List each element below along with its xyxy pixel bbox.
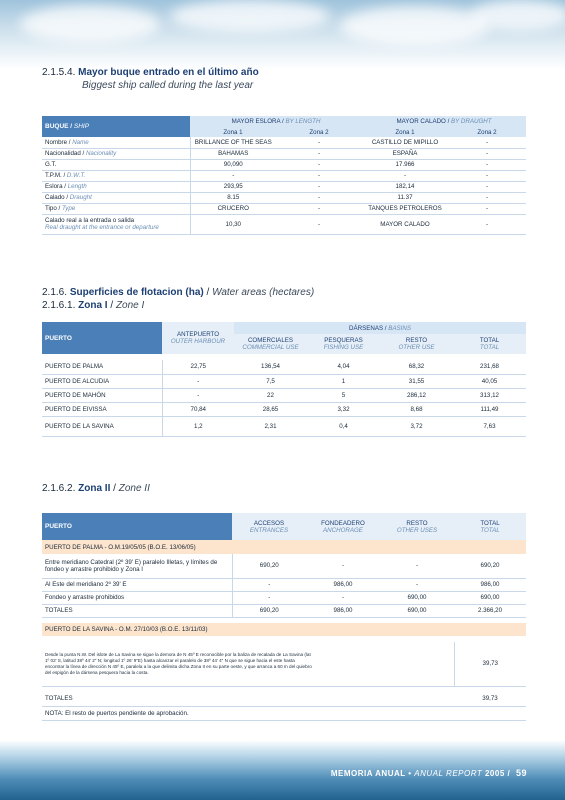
- table-row: TOTALES 39,73: [42, 692, 526, 706]
- cell: -: [190, 170, 276, 181]
- port-name: PUERTO DE ALCUDIA: [42, 374, 162, 388]
- cell: 8,68: [380, 402, 453, 416]
- row-label: Eslora / Length: [42, 181, 190, 192]
- cell: -: [380, 578, 454, 591]
- savina-description: Desde la punta N.W. Del islote de La Savina se sigue la demora de N 45º E reconocible por la baliza de recalada de La Savina (lat 1º 02' S, latitud 38º 44' 2" N; longitud 1º 26' 9"E) hasta alcanzar el paralelo de 38º 44' 4" N que se sigue hacia el este hasta encontrar la línea de dirección N 45º E, paralela a la que delimita dicha Zona II en su parte oeste, y que arranca a 60 m del quiebro del espigón de la dársena pesquera hacia la costa.: [42, 642, 454, 686]
- cell: -: [232, 591, 306, 604]
- cell: -: [276, 148, 362, 159]
- cell: 68,32: [380, 360, 453, 374]
- cell: 313,12: [453, 388, 526, 402]
- cell: -: [306, 591, 380, 604]
- cell: -: [448, 192, 526, 203]
- cell: -: [276, 214, 362, 234]
- palma-header: PUERTO DE PALMA - O.M.19/05/05 (B.O.E. 13/06/05): [45, 543, 196, 551]
- cell: 10,30: [190, 214, 276, 234]
- buque-header: BUQUE / SHIP: [42, 116, 190, 137]
- cell: 286,12: [380, 388, 453, 402]
- row-label: G.T.: [42, 159, 190, 170]
- table-row: [42, 148, 526, 159]
- cell: 4,04: [307, 360, 380, 374]
- cell: 40,05: [453, 374, 526, 388]
- table-row: [42, 203, 526, 214]
- cell: -: [448, 148, 526, 159]
- cell: 3,72: [380, 416, 453, 436]
- cell: -: [448, 159, 526, 170]
- cell: -: [276, 181, 362, 192]
- table-row: [42, 578, 526, 591]
- cell: 231,68: [453, 360, 526, 374]
- cell: 5: [307, 388, 380, 402]
- cell: MAYOR CALADO: [362, 214, 448, 234]
- darsenas-header: DÁRSENAS / BASINS: [234, 322, 526, 334]
- section-2162-heading: 2.1.6.2. Zona II / Zone II: [42, 483, 150, 494]
- note: NOTA: El resto de puertos pendiente de aprobación.: [42, 706, 526, 720]
- row-label: Tipo / Type: [42, 203, 190, 214]
- cell: 111,49: [453, 402, 526, 416]
- table-row: [42, 388, 526, 402]
- table-row: [42, 591, 526, 604]
- port-name: PUERTO DE EIVISSA: [42, 402, 162, 416]
- port-name: PUERTO DE MAHÓN: [42, 388, 162, 402]
- group-draught-header: MAYOR CALADO / BY DRAUGHT: [362, 116, 526, 127]
- column-header: COMERCIALES COMMERCIAL USE: [234, 334, 307, 354]
- row-label: Calado / Draught: [42, 192, 190, 203]
- cell: -: [448, 203, 526, 214]
- cell: 136,54: [234, 360, 307, 374]
- cell: TANQUES PETROLEROS: [362, 203, 448, 214]
- section-216-heading: 2.1.6. Superficies de flotacion (ha) / Water areas (hectares): [42, 287, 315, 298]
- table-row: [42, 214, 526, 234]
- cell: 8.15: [190, 192, 276, 203]
- table-row: [42, 402, 526, 416]
- cell: -: [232, 578, 306, 591]
- row-label: Entre meridiano Catedral (2º 39' E) paralelo Illetas, y límites de fondeo y arrastre prohibido y Zona I: [42, 554, 232, 578]
- table-row: [42, 642, 526, 686]
- table-row: [42, 170, 526, 181]
- group-length-header: MAYOR ESLORA / BY LENGTH: [190, 116, 362, 127]
- savina-value: 39,73: [454, 642, 526, 686]
- cell: BRILLANCE OF THE SEAS: [190, 137, 276, 148]
- cell: -: [276, 137, 362, 148]
- cell: 1,2: [162, 416, 234, 436]
- cell: -: [162, 374, 234, 388]
- cell: 1: [307, 374, 380, 388]
- cell: -: [276, 192, 362, 203]
- cell: 70,84: [162, 402, 234, 416]
- cell: -: [276, 203, 362, 214]
- cell: 690,00: [380, 591, 454, 604]
- row-label: Calado real a la entrada o salida Real draught at the entrance or departure: [42, 214, 190, 234]
- cell: -: [306, 554, 380, 578]
- row-label: T.P.M. / D.W.T.: [42, 170, 190, 181]
- cell: -: [448, 137, 526, 148]
- cell: 182,14: [362, 181, 448, 192]
- page-footer: MEMORIA ANUAL • ANUAL REPORT 2005 / 59: [330, 768, 527, 778]
- cell: 7,5: [234, 374, 307, 388]
- row-label: Fondeo y arrastre prohibidos: [42, 591, 232, 604]
- cell: 11.37: [362, 192, 448, 203]
- row-label: Nombre / Name: [42, 137, 190, 148]
- cell: -: [448, 170, 526, 181]
- zone2-table: [42, 513, 526, 721]
- table-row: [42, 181, 526, 192]
- cell: 2,31: [234, 416, 307, 436]
- cell: 22,75: [162, 360, 234, 374]
- column-header: ACCESOS ENTRANCES: [232, 513, 306, 540]
- cell: -: [380, 554, 454, 578]
- column-header: FONDEADERO ANCHORAGE: [306, 513, 380, 540]
- cell: 22: [234, 388, 307, 402]
- cell: CRUCERO: [190, 203, 276, 214]
- cell: 690,20: [232, 554, 306, 578]
- cell: 690,00: [454, 591, 526, 604]
- cell: BAHAMAS: [190, 148, 276, 159]
- section-title: Mayor buque entrado en el último año: [78, 67, 259, 78]
- column-header: RESTO OTHER USE: [380, 334, 453, 354]
- port-name: PUERTO DE LA SAVINA: [42, 416, 162, 436]
- section-number: 2.1.5.4.: [42, 67, 76, 78]
- cell: -: [448, 181, 526, 192]
- table-row: [42, 554, 526, 578]
- antepuerto-header: ANTEPUERTO OUTER HARBOUR: [162, 322, 234, 354]
- savina-header: PUERTO DE LA SAVINA - O.M. 27/10/03 (B.O.E. 13/11/03): [45, 626, 208, 633]
- cell: -: [448, 214, 526, 234]
- sky-banner: [0, 0, 565, 70]
- cell: -: [276, 170, 362, 181]
- table-row: [42, 360, 526, 374]
- zona2-header: Zona 2: [448, 127, 526, 137]
- cell: -: [276, 159, 362, 170]
- zone1-table: [42, 322, 526, 437]
- table-row: [42, 416, 526, 436]
- section-2154-heading: [42, 67, 259, 78]
- cell: 690,20: [454, 554, 526, 578]
- cell: 31,55: [380, 374, 453, 388]
- cell: 293,95: [190, 181, 276, 192]
- zona2-header: Zona 2: [276, 127, 362, 137]
- cell: 3,32: [307, 402, 380, 416]
- cell: 7,63: [453, 416, 526, 436]
- puerto-header: PUERTO: [42, 513, 232, 540]
- table-row: [42, 706, 526, 720]
- row-label: Al Este del meridiano 2º 39' E: [42, 578, 232, 591]
- cell: CASTILLO DE MIPILLO: [362, 137, 448, 148]
- table-row: TOTALES 690,20 986,00 690,00 2.366,20: [42, 604, 526, 617]
- table-row: [42, 374, 526, 388]
- table-row: [42, 192, 526, 203]
- zona1-header: Zona 1: [362, 127, 448, 137]
- cell: 17.966: [362, 159, 448, 170]
- column-header: RESTO OTHER USES: [380, 513, 454, 540]
- zona1-header: Zona 1: [190, 127, 276, 137]
- puerto-header: PUERTO: [42, 322, 162, 354]
- page-number: 59: [515, 768, 527, 778]
- column-header: TOTAL TOTAL: [453, 334, 526, 354]
- cell: 0,4: [307, 416, 380, 436]
- biggest-ship-table: [42, 116, 526, 235]
- cell: 986,00: [306, 578, 380, 591]
- column-header: PESQUERAS FISHING USE: [307, 334, 380, 354]
- cell: ESPAÑA: [362, 148, 448, 159]
- section-2154-subtitle: Biggest ship called during the last year: [82, 80, 254, 91]
- section-2161-heading: 2.1.6.1. Zona I / Zone I: [42, 300, 145, 311]
- cell: -: [362, 170, 448, 181]
- cell: 986,00: [454, 578, 526, 591]
- cell: -: [162, 388, 234, 402]
- column-header: TOTAL TOTAL: [454, 513, 526, 540]
- cell: 28,65: [234, 402, 307, 416]
- row-label: Nacionalidad / Nacionality: [42, 148, 190, 159]
- table-row: [42, 137, 526, 148]
- cell: 90,090: [190, 159, 276, 170]
- table-row: [42, 159, 526, 170]
- port-name: PUERTO DE PALMA: [42, 360, 162, 374]
